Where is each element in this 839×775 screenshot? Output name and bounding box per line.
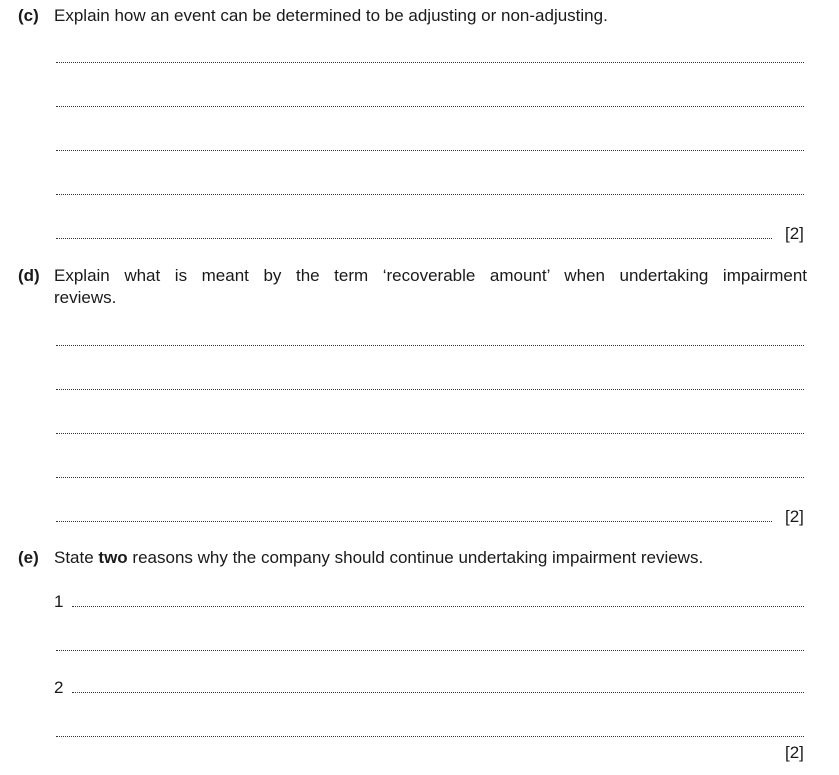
part-c-marks: [2]	[785, 224, 804, 243]
part-c-question: Explain how an event can be determined to be adjusting or non-adjusting.	[54, 6, 608, 25]
answer-line-c-1[interactable]	[56, 62, 804, 63]
answer-line-e-2b[interactable]	[56, 736, 804, 737]
part-d-question-line1: Explain what is meant by the term ‘recoverable amount’ when undertaking impairment	[54, 266, 807, 285]
part-e-question	[54, 547, 807, 569]
answer-1-number: 1	[54, 592, 64, 611]
answer-line-d-3[interactable]	[56, 433, 804, 434]
answer-line-d-2[interactable]	[56, 389, 804, 390]
answer-line-d-1[interactable]	[56, 345, 804, 346]
part-e-question-post: reasons why the company should continue undertaking impairment reviews.	[127, 548, 704, 567]
answer-line-c-4[interactable]	[56, 194, 804, 195]
answer-line-d-5[interactable]	[56, 521, 772, 522]
part-d-label: (d)	[18, 266, 40, 285]
part-c-label: (c)	[18, 6, 39, 25]
part-e-question-bold: two	[98, 548, 128, 567]
part-d-question-line2: reviews.	[54, 288, 117, 307]
part-e-marks: [2]	[785, 743, 804, 762]
part-d-marks: [2]	[785, 507, 804, 526]
answer-2-number: 2	[54, 678, 64, 697]
answer-line-e-2a[interactable]	[72, 692, 804, 693]
answer-line-e-1a[interactable]	[72, 606, 804, 607]
answer-line-e-1b[interactable]	[56, 650, 804, 651]
answer-line-c-2[interactable]	[56, 106, 804, 107]
answer-line-c-5[interactable]	[56, 238, 772, 239]
part-e-question-pre: State	[54, 548, 99, 567]
part-e-label: (e)	[18, 548, 39, 567]
answer-line-d-4[interactable]	[56, 477, 804, 478]
answer-line-c-3[interactable]	[56, 150, 804, 151]
